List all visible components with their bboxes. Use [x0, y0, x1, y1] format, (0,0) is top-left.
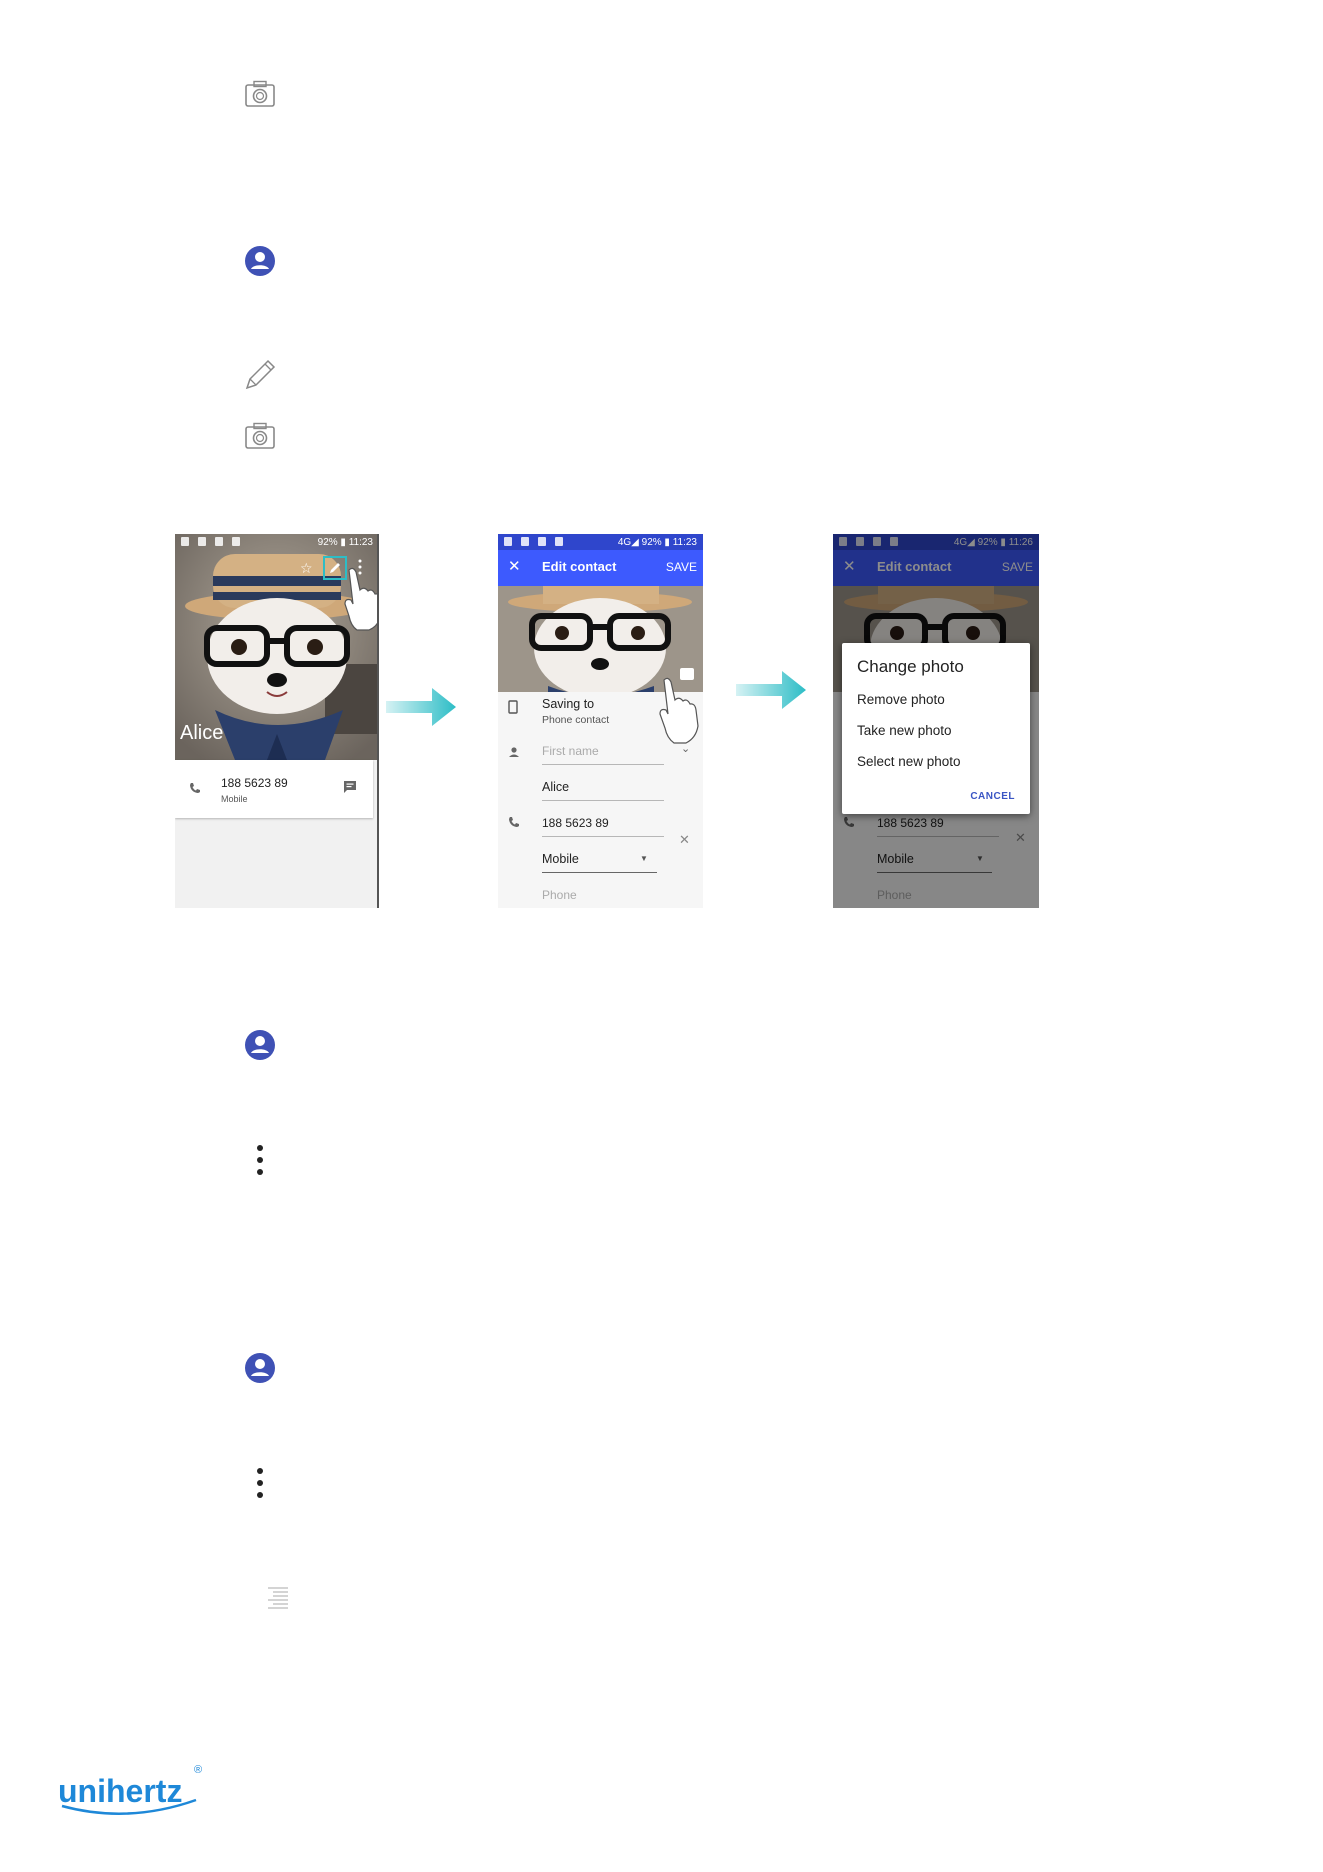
- status-text: 4G◢ 92% ▮ 11:26: [953, 536, 1033, 548]
- dialog-title: Change photo: [857, 657, 964, 676]
- clear-icon[interactable]: ✕: [679, 832, 690, 847]
- phone-field-2[interactable]: Phone: [542, 888, 577, 902]
- phone-icon: [189, 782, 201, 794]
- change-photo-screen: [833, 534, 1039, 908]
- phone-field-2[interactable]: Phone: [877, 888, 912, 902]
- saving-to-account[interactable]: Phone contact: [542, 714, 610, 726]
- more-vert-icon: [240, 1463, 280, 1503]
- close-icon[interactable]: ✕: [843, 558, 856, 575]
- edit-contact-screen: [498, 534, 703, 908]
- phone-type-select[interactable]: Mobile: [542, 852, 579, 866]
- status-time: 92% ▮ 11:23: [317, 536, 373, 548]
- close-icon[interactable]: ✕: [508, 558, 521, 575]
- cancel-button[interactable]: CANCEL: [970, 791, 1015, 802]
- app-bar-title: Edit contact: [542, 559, 617, 574]
- saving-to-label: Saving to: [542, 697, 595, 711]
- phone-card[interactable]: [175, 760, 373, 818]
- last-name-underline: [542, 800, 664, 801]
- pencil-icon: [328, 561, 342, 575]
- person-icon: [508, 746, 520, 758]
- arrow-right-icon: [736, 669, 806, 711]
- remove-photo-option[interactable]: Remove photo: [857, 692, 945, 707]
- phone-underline: [542, 836, 664, 837]
- device-icon: [508, 700, 518, 714]
- status-bar: [175, 534, 379, 550]
- star-icon[interactable]: ☆: [300, 560, 313, 576]
- hand-pointer-icon: [343, 566, 379, 632]
- hand-pointer-icon: [658, 676, 703, 746]
- app-bar-title: Edit contact: [877, 559, 952, 574]
- phone-field[interactable]: 188 5623 89: [877, 816, 944, 830]
- phone-icon: [508, 816, 520, 828]
- save-button[interactable]: SAVE: [1001, 560, 1033, 574]
- save-button[interactable]: SAVE: [665, 560, 697, 574]
- first-name-underline: [542, 764, 664, 765]
- brand-text: unihertz: [58, 1773, 183, 1809]
- change-photo-dialog: [842, 643, 1030, 814]
- contact-name: Alice: [180, 722, 224, 744]
- camera-icon: [240, 74, 280, 114]
- take-new-photo-option[interactable]: Take new photo: [857, 723, 952, 738]
- select-new-photo-option[interactable]: Select new photo: [857, 754, 961, 769]
- phone-type-select[interactable]: Mobile: [877, 852, 914, 866]
- contact-detail-screen: [175, 534, 379, 908]
- phone-type: Mobile: [221, 794, 248, 804]
- registered-mark: ®: [194, 1764, 203, 1776]
- more-vert-icon: [240, 1140, 280, 1180]
- pencil-icon: [240, 355, 280, 395]
- status-bar: [498, 534, 703, 550]
- dropdown-arrow-icon[interactable]: ▼: [976, 854, 984, 863]
- menu-lines-icon: [258, 1578, 298, 1618]
- dropdown-arrow-icon[interactable]: ▼: [640, 854, 648, 863]
- chevron-down-icon[interactable]: ⌄: [681, 743, 691, 755]
- contact-icon: [240, 241, 280, 281]
- phone-field[interactable]: 188 5623 89: [542, 816, 609, 830]
- first-name-field[interactable]: First name: [542, 744, 599, 758]
- unihertz-logo: [58, 1766, 208, 1823]
- camera-icon: [240, 416, 280, 456]
- clear-icon[interactable]: ✕: [1015, 830, 1026, 845]
- last-name-field[interactable]: Alice: [542, 780, 570, 794]
- arrow-right-icon: [386, 686, 456, 728]
- contact-icon: [240, 1348, 280, 1388]
- screen-edge: [377, 534, 379, 908]
- phone-type-underline: [542, 872, 657, 873]
- status-text: 4G◢ 92% ▮ 11:23: [617, 536, 697, 548]
- message-icon[interactable]: [343, 780, 357, 794]
- contact-icon: [240, 1025, 280, 1065]
- phone-number: 188 5623 89: [221, 776, 288, 790]
